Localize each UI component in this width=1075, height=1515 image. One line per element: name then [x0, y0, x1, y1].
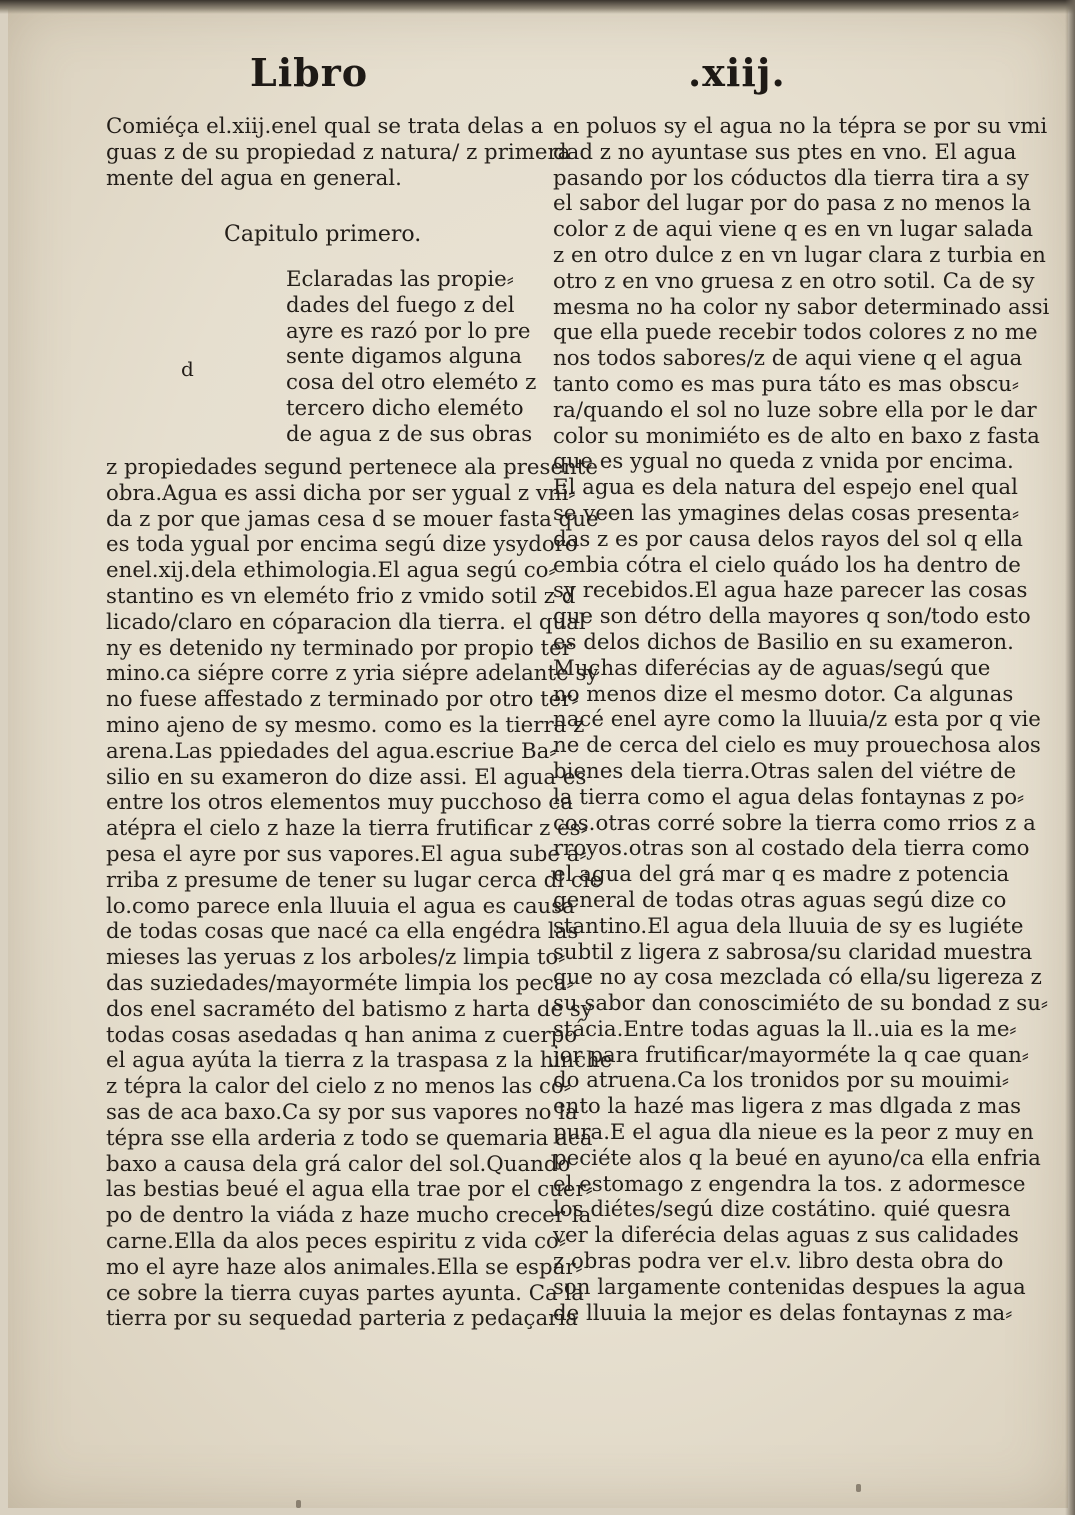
text-line: licado/claro en cóparacion dla tierra. el qual: [106, 609, 586, 635]
text-line: silio en su exameron do dize assi. El agua es: [106, 764, 587, 790]
text-line: que no ay cosa mezclada có ella/su ligereza z: [553, 965, 1042, 991]
text-line: ayre es razó por lo pre: [286, 318, 531, 344]
text-line: color z de aqui viene q es en vn lugar salada: [553, 217, 1034, 243]
page-right-edge: [1065, 0, 1075, 1515]
text-line: enel.xij.dela ethimologia.El agua segú co⸗: [106, 558, 556, 584]
text-line: Eclaradas las propie⸗: [286, 267, 514, 292]
text-line: son largamente contenidas despues la agua: [553, 1274, 1026, 1300]
text-line: ny es detenido ny terminado por propio ter: [106, 635, 572, 661]
text-line: stácia.Entre todas aguas la ll..uia es la me⸗: [553, 1016, 1017, 1042]
text-line: el agua del grá mar q es madre z potencia: [553, 862, 1010, 888]
left-column-intro: [106, 114, 571, 191]
text-line: atépra el cielo z haze la tierra frutificar z es⸗: [106, 816, 588, 842]
text-line: peciéte alos q la beué en ayuno/ca ella enfria: [553, 1145, 1041, 1171]
text-line: embia cótra el cielo quádo los ha dentro de: [553, 552, 1021, 578]
text-line: mino ajeno de sy mesmo. como es la tierra z: [106, 712, 585, 738]
right-column-body: [553, 114, 1050, 1326]
text-line: El agua es dela natura del espejo enel qual: [553, 475, 1018, 501]
text-line: no fuese affestado z terminado por otro ter⸗: [106, 687, 579, 713]
text-line: se veen las ymagines delas cosas presenta⸗: [553, 500, 1020, 526]
text-line: rriba z presume de tener su lugar cerca dl cie: [106, 867, 603, 893]
text-line: ce sobre la tierra cuyas partes ayunta. Ca la: [106, 1280, 584, 1306]
text-line: de lluuia la mejor es delas fontaynas z ma⸗: [553, 1300, 1013, 1326]
text-line: cos.otras corré sobre la tierra como rrios z a: [553, 810, 1036, 836]
left-column-indented: [286, 267, 537, 448]
text-line: nos todos sabores/z de aqui viene q el agua: [553, 346, 1023, 372]
text-line: sas de aca baxo.Ca sy por sus vapores no la: [106, 1099, 578, 1125]
text-line: el sabor del lugar por do pasa z no menos la: [553, 191, 1032, 217]
text-line: tépra sse ella arderia z todo se quemaria aca: [106, 1125, 593, 1151]
text-line: dad z no ayuntase sus ptes en vno. El agua: [553, 139, 1017, 165]
text-line: dades del fuego z del: [286, 292, 515, 318]
text-line: z tépra la calor del cielo z no menos las co⸗: [106, 1074, 571, 1100]
text-line: que son détro della mayores q son/todo esto: [553, 604, 1031, 630]
text-line: baxo a causa dela grá calor del sol.Quando: [106, 1151, 571, 1177]
text-line: no menos dize el mesmo dotor. Ca algunas: [553, 681, 1014, 707]
text-line: Muchas diferécias ay de aguas/segú que: [553, 655, 991, 681]
running-head-left: Libro: [250, 50, 369, 95]
text-line: general de todas otras aguas segú dize co: [553, 887, 1007, 913]
text-line: tierra por su sequedad parteria z pedaçaria: [106, 1306, 578, 1332]
text-line: ra/quando el sol no luze sobre ella por le dar: [553, 397, 1037, 423]
text-line: pasando por los cóductos dla tierra tira a sy: [553, 165, 1029, 191]
text-line: obra.Agua es assi dicha por ser ygual z vni⸗: [106, 480, 576, 506]
text-line: cosa del otro eleméto z: [286, 370, 537, 396]
text-line: z obras podra ver el.v. libro desta obra do: [553, 1249, 1004, 1275]
text-line: que es ygual no queda z vnida por encima.: [553, 449, 1014, 475]
text-line: das suziedades/mayorméte limpia los peca⸗: [106, 970, 574, 996]
text-line: tercero dicho eleméto: [286, 395, 524, 421]
text-line: nacé enel ayre como la lluuia/z esta por q vie: [553, 707, 1041, 733]
text-line: es delos dichos de Basilio en su exameron.: [553, 629, 1014, 655]
dropcap-guide-letter: d: [181, 357, 194, 381]
text-line: ver la diferécia delas aguas z sus calidades: [553, 1223, 1019, 1249]
text-line: los diétes/segú dize costátino. quié quesra: [553, 1197, 1011, 1223]
text-line: sente digamos alguna: [286, 344, 522, 370]
text-line: otro z en vno gruesa z en otro sotil. Ca de sy: [553, 268, 1035, 294]
text-line: arena.Las ppiedades del agua.escriue Ba⸗: [106, 738, 557, 764]
text-line: guas z de su propiedad z natura/ z primera: [106, 139, 571, 165]
text-line: todas cosas asedadas q han anima z cuerpo: [106, 1022, 578, 1048]
text-line: do atruena.Ca los tronidos por su mouimi⸗: [553, 1068, 1009, 1094]
left-column-body: [106, 455, 613, 1332]
text-line: stantino.El agua dela lluuia de sy es lugiéte: [553, 913, 1024, 939]
text-line: ne de cerca del cielo es muy prouechosa alos: [553, 733, 1041, 759]
text-line: sy recebidos.El agua haze parecer las cosas: [553, 578, 1028, 604]
text-line: po de dentro la viáda z haze mucho crecer la: [106, 1203, 592, 1229]
text-line: mesma no ha color ny sabor determinado assi: [553, 294, 1050, 320]
text-line: el estomago z engendra la tos. z adormesce: [553, 1171, 1026, 1197]
text-line: Comiéça el.xiij.enel qual se trata delas a: [106, 114, 544, 139]
text-line: lo.como parece enla lluuia el agua es causa: [106, 893, 575, 919]
text-line: las bestias beué el agua ella trae por el cuer⸗: [106, 1177, 593, 1203]
text-line: de agua z de sus obras: [286, 421, 533, 447]
text-line: mieses las yeruas z los arboles/z limpia to⸗: [106, 945, 566, 971]
text-line: da z por que jamas cesa d se mouer fasta que: [106, 506, 599, 532]
text-line: mente del agua en general.: [106, 165, 402, 191]
text-line: jor para frutificar/mayorméte la q cae quan⸗: [553, 1042, 1029, 1068]
page-top-edge: [0, 0, 1075, 14]
text-line: z en otro dulce z en vn lugar clara z turbia en: [553, 242, 1046, 268]
text-line: mino.ca siépre corre z yria siépre adelante sy: [106, 661, 599, 687]
text-line: su sabor dan conoscimiéto de su bondad z su⸗: [553, 991, 1049, 1017]
text-line: color su monimiéto es de alto en baxo z fasta: [553, 423, 1040, 449]
chapter-title: Capitulo primero.: [224, 222, 422, 247]
text-line: das z es por causa delos rayos del sol q ella: [553, 526, 1023, 552]
text-line: tanto como es mas pura táto es mas obscu⸗: [553, 371, 1019, 397]
text-line: mo el ayre haze alos animales.Ella se espar⸗: [106, 1254, 583, 1280]
text-line: subtil z ligera z sabrosa/su claridad muestra: [553, 939, 1033, 965]
ink-mark: [856, 1484, 861, 1492]
text-line: dos enel sacraméto del batismo z harta de sy: [106, 996, 593, 1022]
text-line: es toda ygual por encima segú dize ysydoro: [106, 532, 578, 558]
text-line: rroyos.otras son al costado dela tierra como: [553, 836, 1030, 862]
text-line: pesa el ayre por sus vapores.El agua sube a⸗: [106, 841, 587, 867]
text-line: pura.E el agua dla nieue es la peor z muy en: [553, 1120, 1034, 1146]
text-line: ento la hazé mas ligera z mas dlgada z mas: [553, 1094, 1022, 1120]
text-line: la tierra como el agua delas fontaynas z po⸗: [553, 784, 1025, 810]
text-line: en poluos sy el agua no la tépra se por su vmi: [553, 114, 1048, 139]
text-line: de todas cosas que nacé ca ella engédra las: [106, 919, 579, 945]
text-line: el agua ayúta la tierra z la traspasa z la hinche: [106, 1048, 613, 1074]
running-head-right: .xiij.: [688, 50, 786, 95]
text-line: que ella puede recebir todos colores z no me: [553, 320, 1038, 346]
ink-mark: [296, 1500, 301, 1508]
text-line: bienes dela tierra.Otras salen del viétre de: [553, 758, 1017, 784]
text-line: carne.Ella da alos peces espiritu z vida co⸗: [106, 1228, 566, 1254]
text-line: stantino es vn eleméto frio z vmido sotil z d: [106, 583, 576, 609]
text-line: entre los otros elementos muy pucchoso ca: [106, 790, 574, 816]
text-line: z propiedades segund pertenece ala presente: [106, 455, 598, 480]
